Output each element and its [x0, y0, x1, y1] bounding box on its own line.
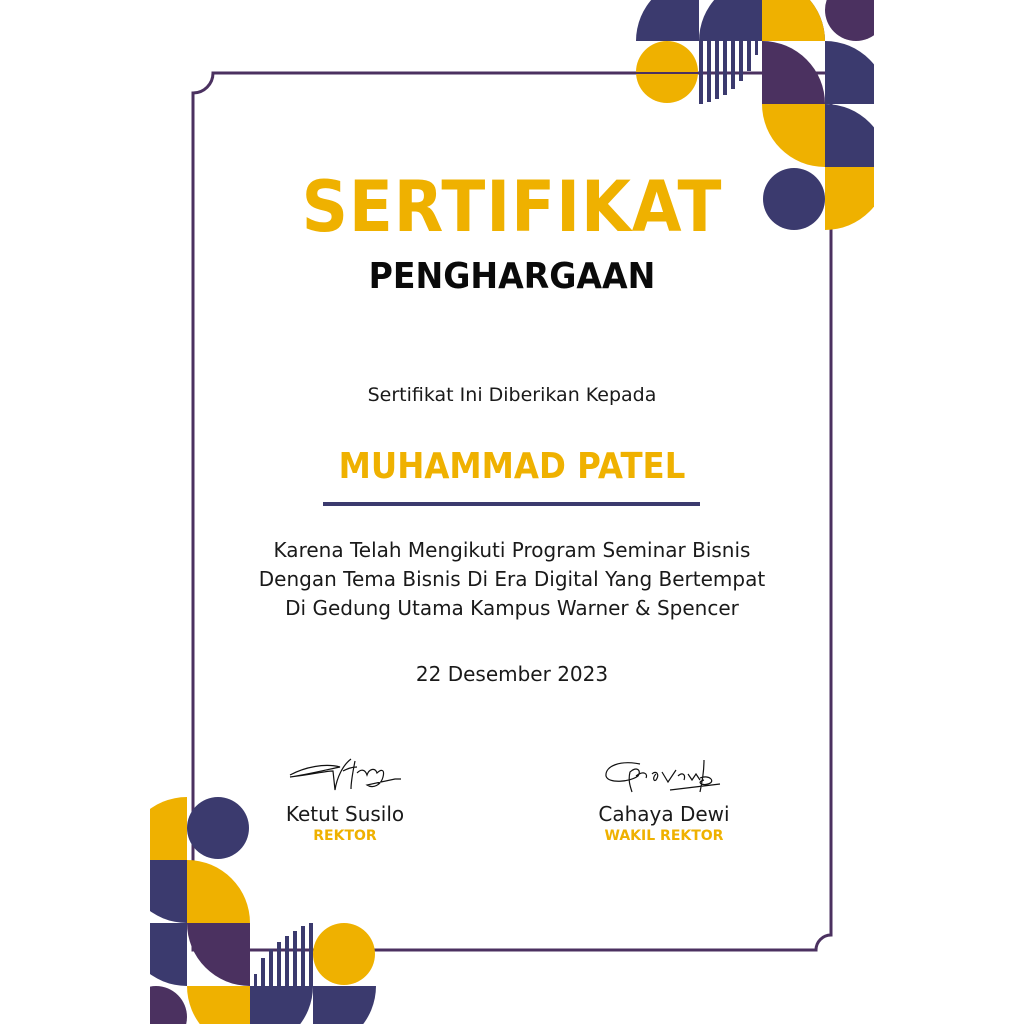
body-line: Dengan Tema Bisnis Di Era Digital Yang Bertempat	[258, 567, 766, 591]
recipient-name: MUHAMMAD PATEL	[338, 446, 686, 487]
signatory-role: REKTOR	[313, 828, 377, 844]
signatory-wakil-rektor	[564, 802, 764, 844]
certificate-subtitle: PENGHARGAAN	[368, 256, 656, 297]
certificate-date: 22 Desember 2023	[415, 662, 609, 686]
signatory-rektor	[245, 802, 445, 844]
given-to-label: Sertifikat Ini Diberikan Kepada	[367, 384, 657, 406]
body-line: Di Gedung Utama Kampus Warner & Spencer	[285, 596, 739, 620]
signature-icon	[600, 752, 730, 802]
bottom-left-geometric-decoration	[150, 0, 874, 1024]
signatory-role: WAKIL REKTOR	[604, 828, 724, 844]
signature-icon	[285, 755, 405, 795]
certificate-page	[150, 0, 874, 1024]
body-line: Karena Telah Mengikuti Program Seminar Bisnis	[273, 538, 751, 562]
signatory-name: Ketut Susilo	[285, 802, 405, 826]
certificate-title: SERTIFIKAT	[301, 166, 723, 248]
certificate-body	[0, 536, 1024, 623]
recipient-name-underline	[323, 502, 700, 506]
signatory-name: Cahaya Dewi	[598, 802, 730, 826]
